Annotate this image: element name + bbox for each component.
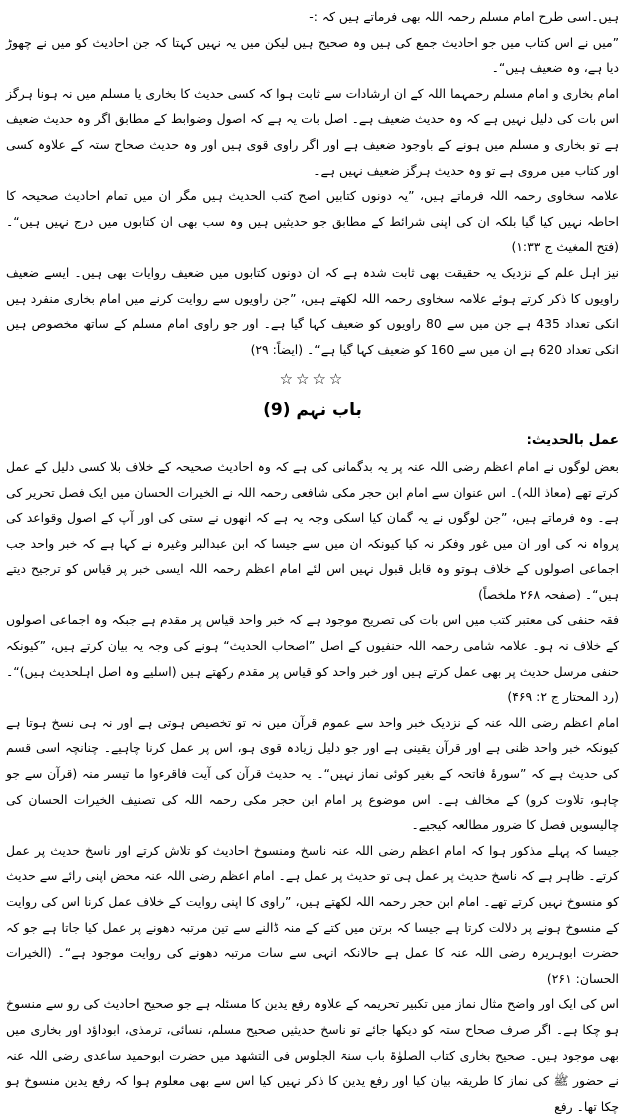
star-divider: ☆☆☆☆ xyxy=(279,370,346,389)
paragraph-bukhari-muslim: امام بخاری و امام مسلم رحمہما اللہ کے ان ارشادات سے ثابت ہوا کہ کسی حدیث کا بخاری یا مسلم میں نہ ہونا ہرگز اس بات کی دلیل نہیں ہے کہ وہ حدیث ضعیف ہے۔ اصل بات یہ ہے کہ اصول وضوابط کے مطابق اگر وہ حدیث ضعیف ہے تو بخاری و مسلم میں ہونے کے باوجود ضعیف ہے اور اگر راوی قوی ہیں اور وہ حدیث صحاح ستہ کے علاوہ کسی اور کتاب میں مروی ہے تو وہ حدیث ہرگز ضعیف نہیں ہے۔ xyxy=(6,85,619,178)
quote-imam-muslim: ”میں نے اس کتاب میں جو احادیث جمع کی ہیں وہ صحیح ہیں لیکن میں یہ نہیں کہتا کہ جن احادیث کو میں نے چھوڑ دیا ہے، وہ ضعیف ہیں“۔ xyxy=(6,34,619,76)
paragraph-nasikh-mansukh: جیسا کہ پہلے مذکور ہوا کہ امام اعظم رضی اللہ عنہ ناسخ ومنسوخ احادیث کو تلاش کرتے اور ناسخ حدیث پر عمل کرتے۔ ظاہر ہے کہ ناسخ حدیث پر عمل ہی تو حدیث پر عمل ہے۔ امام اعظم رضی اللہ عنہ محض اپنی رائے سے حدیث کو منسوخ نہیں کرتے تھے۔ امام ابن حجر رحمہ اللہ لکھتے ہیں، ”راوی کا اپنی روایت کے خلاف عمل کرنا اس کی روایت کے منسوخ ہونے پر دلالت کرتا ہے جیسا کہ برتن میں کتے کے منہ ڈالنے سے تین مرتبہ دھونے پر عمل کیا جاتا ہے جو کہ حضرت ابوہریرہ رضی اللہ عنہ کا عمل ہے حالانکہ انہی سے سات مرتبہ دھونے کی روایت موجود ہے“۔ (الخیرات الحسان: ۲۶۱) xyxy=(6,842,619,986)
paragraph-sakhawi-quote: علامہ سخاوی رحمہ اللہ فرماتے ہیں، ”یہ دونوں کتابیں اصح کتب الحدیث ہیں مگر ان میں تمام احادیث صحیحہ کا احاطہ نہیں کیا گیا بلکہ ان کی اپنی شرائط کے مطابق جو حدیثیں ہیں وہ سب بھی ان کتابوں میں درج نہیں ہیں“۔ (فتح المغیث ج ۱:۳۳) xyxy=(6,188,619,255)
paragraph-raf-yadain: اس کی ایک اور واضح مثال نماز میں تکبیر تحریمہ کے علاوہ رفع یدین کا مسئلہ ہے جو صحیح احادیث کی رو سے منسوخ ہو چکا ہے۔ اگر صرف صحاح ستہ کو دیکھا جائے تو ناسخ حدیثیں صحیح مسلم، نسائی، ترمذی، ابوداؤد اور بخاری میں بھی موجود ہیں۔ صحیح بخاری کتاب الصلوٰۃ باب سنۃ الجلوس فی التشھد میں حضرت ابوحمید ساعدی رضی اللہ عنہ نے حضور ﷺ کی نماز کا طریقہ بیان کیا اور رفع یدین کا ذکر نہیں کیا اس سے بھی معلوم ہوا کہ رفع یدین منسوخ ہو چکا تھا۔ رفع xyxy=(6,996,619,1114)
chapter-title: باب نہم (9) xyxy=(263,400,362,421)
section-heading: عمل بالحدیث: xyxy=(526,432,619,449)
paragraph-allegation: بعض لوگوں نے امام اعظم رضی اللہ عنہ پر یہ بدگمانی کی ہے کہ وہ احادیث صحیحہ کے خلاف بلا کسی دلیل کے عمل کرتے تھے (معاذ اللہ)۔ اس عنوان سے امام ابن حجر مکی شافعی رحمہ اللہ نے الخیرات الحسان میں ایک فصل تحریر کی ہے۔ وہ فرماتے ہیں، ”جن لوگوں نے یہ گمان کیا اسکی وجہ یہ ہے کہ انھوں نے ستی کی اور آپ کے اصول وقواعد کی پرواہ نہ کی اور ان میں غور وفکر نہ کیا کیونکہ ان میں سے جیسا کہ ابن عبدالبر وغیرہ نے کہا ہے کہ خبر واحد جب اجماعی اصولوں کے خلاف ہوتو وہ قابل قبول نہیں اس لئے امام اعظم رحمہ اللہ ایسی خبر پر قیاس کو ترجیح دیتے ہیں“۔ (صفحہ ۲۶۸ ملخصاً) xyxy=(6,458,619,602)
paragraph-hanafi-fiqh: فقہ حنفی کی معتبر کتب میں اس بات کی تصریح موجود ہے کہ خبر واحد قیاس پر مقدم ہے جبکہ وہ اجماعی اصولوں کے خلاف نہ ہو۔ علامہ شامی رحمہ اللہ حنفیوں کے اصل ”اصحاب الحدیث“ ہونے کی وجہ یہ بیان کرتے ہیں، ”کیونکہ حنفی مرسل حدیث پر بھی عمل کرتے ہیں اور خبر واحد کو قیاس پر مقدم رکھتے ہیں (اسلیے وہ اصل اہلحدیث ہیں)“۔ (رد المحتار ج ۲: ۴۶۹) xyxy=(6,612,619,705)
paragraph-intro: ہیں۔اسی طرح امام مسلم رحمہ اللہ بھی فرماتے ہیں کہ :- xyxy=(309,9,619,24)
paragraph-weak-narrators: نیز اہل علم کے نزدیک یہ حقیقت بھی ثابت شدہ ہے کہ ان دونوں کتابوں میں ضعیف روایات بھی ہیں۔ ایسے ضعیف راویوں کا ذکر کرتے ہوئے علامہ سخاوی رحمہ اللہ لکھتے ہیں، ”جن راویوں سے روایت کرنے میں امام بخاری منفرد ہیں انکی تعداد 435 ہے جن میں سے 80 راویوں کو ضعیف کہا گیا ہے۔ اور جو راوی امام مسلم کے ساتھ مخصوص ہیں انکی تعداد 620 ہے ان میں سے 160 کو ضعیف کہا گیا ہے“۔ (ایضاً: ۲۹) xyxy=(6,264,619,357)
paragraph-khabar-wahid: امام اعظم رضی اللہ عنہ کے نزدیک خبر واحد سے عموم قرآن میں نہ تو تخصیص ہوتی ہے اور نہ ہی نسخ ہوتا ہے کیونکہ خبر واحد ظنی ہے اور قرآن یقینی ہے اور جو دلیل زیادہ قوی ہو، اس پر عمل کرنا چاہیے۔ چنانچہ اسی قسم کی حدیث ہے کہ ”سورۂ فاتحہ کے بغیر کوئی نماز نہیں“۔ یہ حدیث قرآن کی آیت فاقرءوا ما تیسر منہ (قرآن سے جو چاہو، تلاوت کرو) کے مخالف ہے۔ اس موضوع پر امام ابن حجر مکی رحمہ اللہ کی تصنیف الخیرات الحسان کی چالیسویں فصل کا ضرور مطالعہ کیجیے۔ xyxy=(6,714,619,833)
